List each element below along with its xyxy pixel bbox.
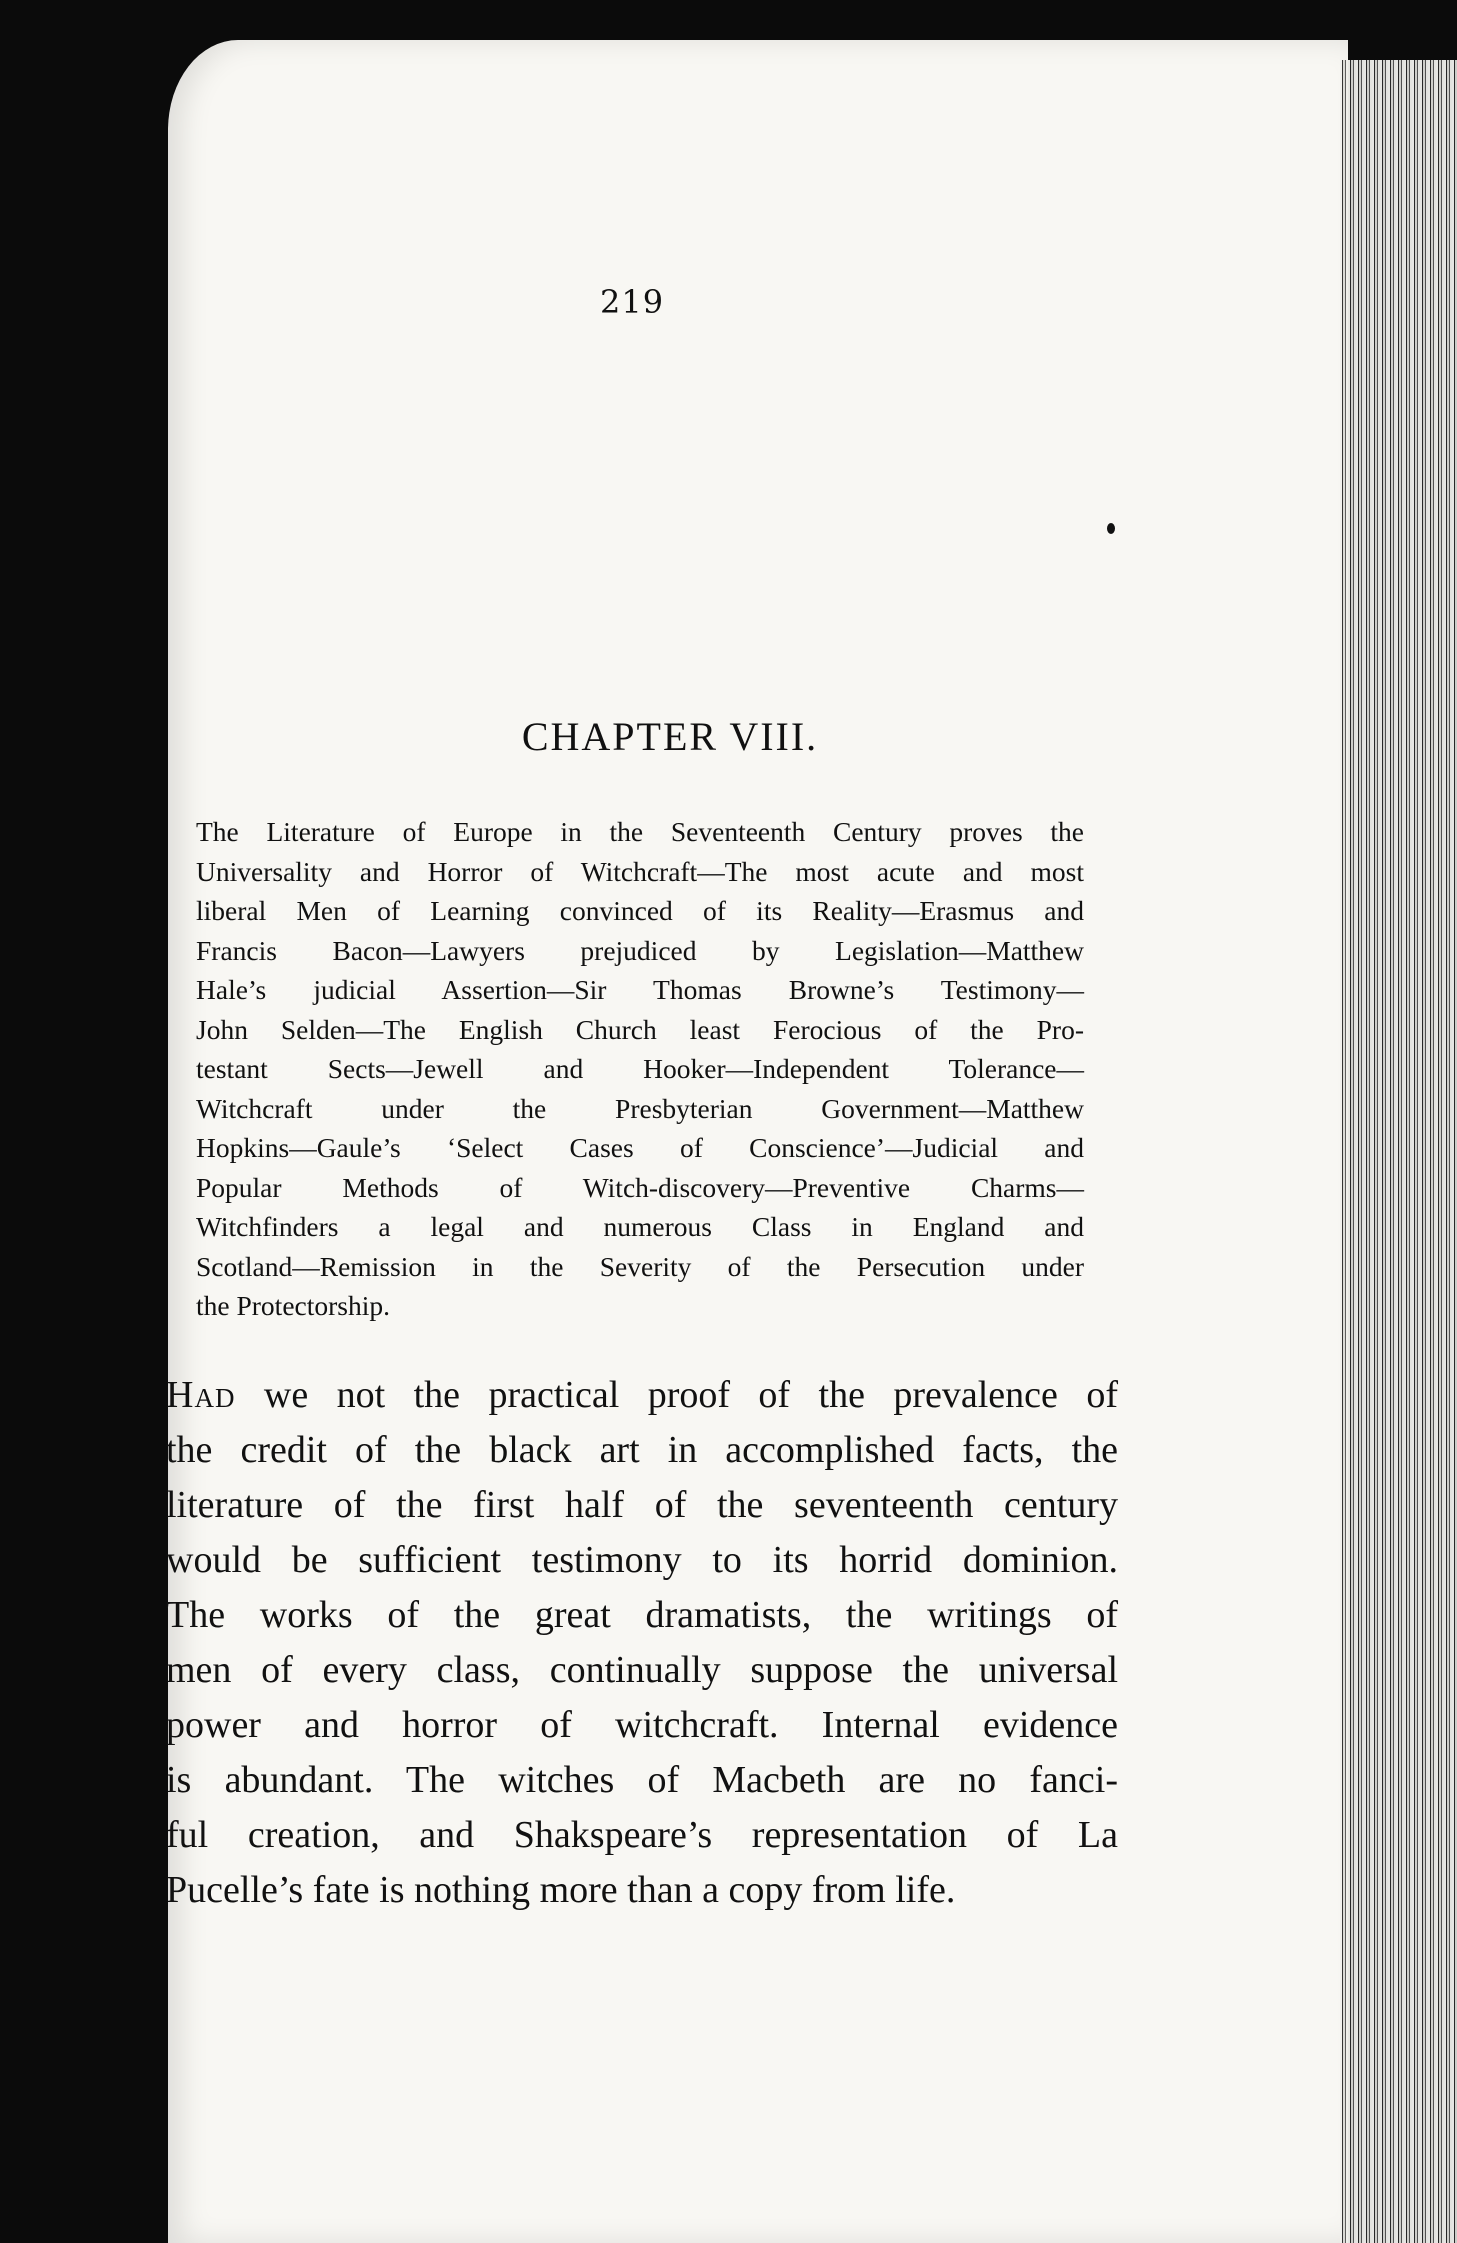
summary-line: John Selden—The English Church least Ferocious of the Pro-	[196, 1013, 1084, 1045]
body-line: power and horror of witchcraft. Internal evidence	[166, 1704, 1118, 1746]
body-line: the credit of the black art in accomplished facts, the	[166, 1429, 1118, 1471]
summary-line: Witchfinders a legal and numerous Class in England and	[196, 1211, 1084, 1242]
body-line: is abundant. The witches of Macbeth are no fanci-	[166, 1759, 1118, 1801]
body-line: would be sufficient testimony to its horrid dominion.	[166, 1539, 1118, 1581]
body-line: The works of the great dramatists, the writings of	[166, 1594, 1118, 1636]
summary-line: Francis Bacon—Lawyers prejudiced by Legislation—Matthew	[196, 934, 1084, 966]
summary-line: The Literature of Europe in the Seventeenth Century proves the	[196, 816, 1084, 847]
page-number: 219	[600, 283, 665, 321]
body-line: ful creation, and Shakspeare’s representation of La	[166, 1814, 1118, 1856]
summary-line: Hopkins—Gaule’s ‘Select Cases of Conscience’—Judicial and	[196, 1132, 1084, 1163]
body-line: literature of the first half of the seventeenth century	[166, 1484, 1118, 1526]
summary-line: testant Sects—Jewell and Hooker—Independent Tolerance—	[196, 1053, 1084, 1084]
summary-line: liberal Men of Learning convinced of its Reality—Erasmus and	[196, 895, 1084, 926]
chapter-summary	[196, 812, 1084, 1326]
body-line: men of every class, continually suppose the universal	[166, 1649, 1118, 1691]
body-line	[166, 1368, 1118, 1423]
summary-line: Popular Methods of Witch-discovery—Preventive Charms—	[196, 1171, 1084, 1203]
opening-word: Had	[166, 1374, 236, 1416]
body-paragraph	[166, 1368, 1118, 1918]
page-edges-stack	[1340, 60, 1457, 2243]
body-line: Pucelle’s fate is nothing more than a copy from life.	[166, 1869, 956, 1911]
summary-line: the Protectorship.	[196, 1290, 390, 1321]
chapter-title: CHAPTER VIII.	[521, 714, 819, 759]
summary-line: Witchcraft under the Presbyterian Government—Matthew	[196, 1092, 1084, 1124]
ink-speck	[1107, 523, 1115, 534]
first-line-text: we not the practical proof of the prevalence of	[235, 1374, 1118, 1416]
summary-line: Scotland—Remission in the Severity of the Persecution under	[196, 1250, 1084, 1282]
summary-line: Universality and Horror of Witchcraft—The most acute and most	[196, 855, 1084, 887]
summary-line: Hale’s judicial Assertion—Sir Thomas Browne’s Testimony—	[196, 974, 1084, 1005]
